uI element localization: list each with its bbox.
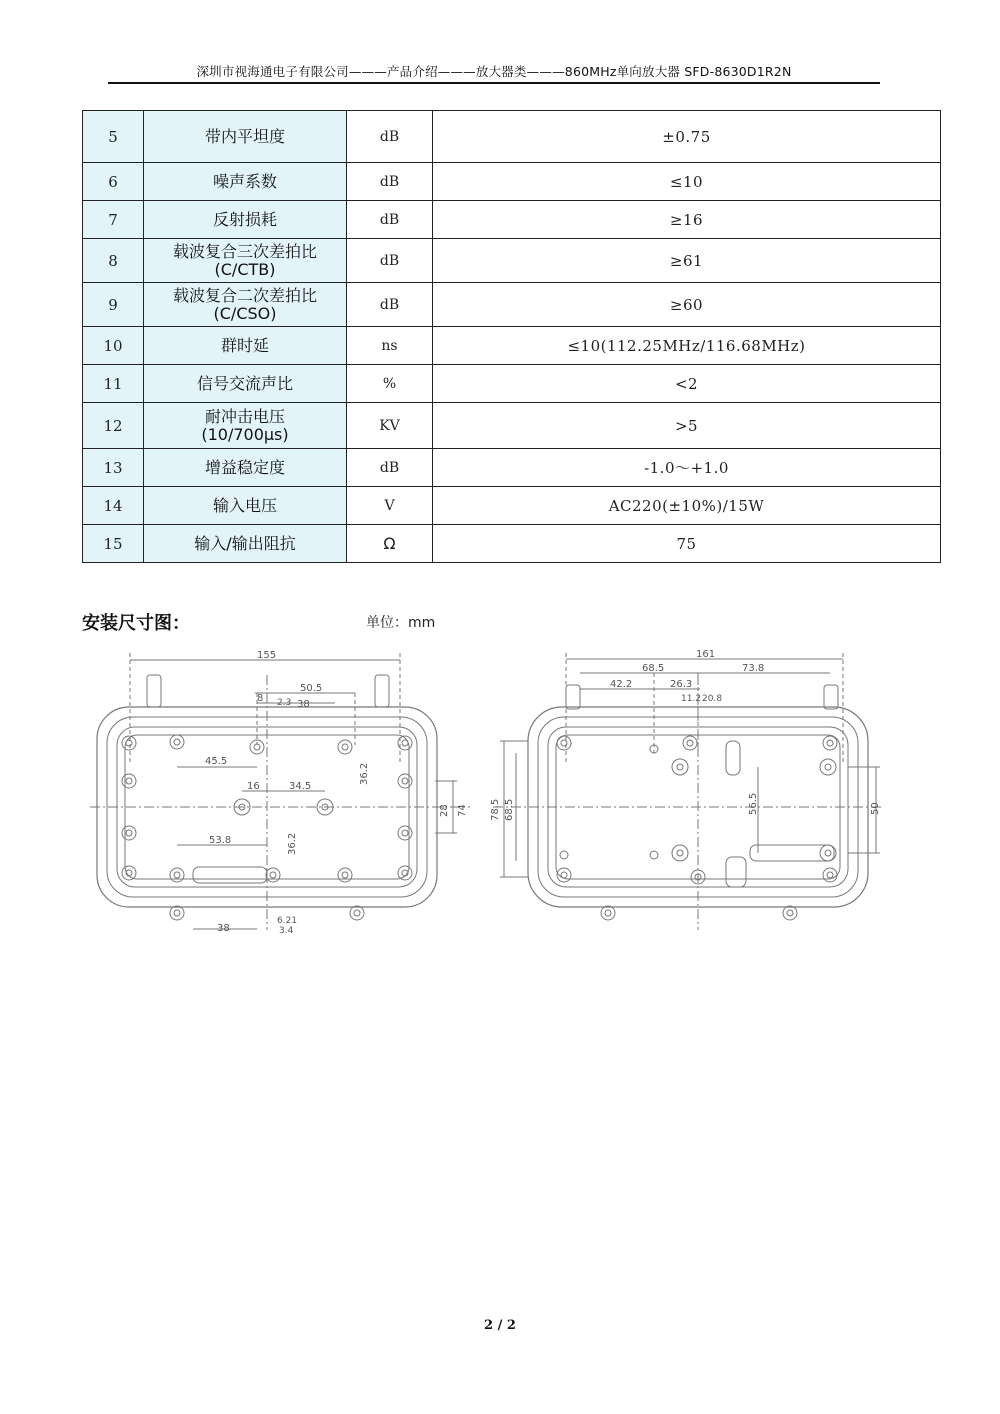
spec-parameter bbox=[144, 327, 347, 365]
spec-parameter-line: (10/700μs) bbox=[201, 424, 289, 444]
spec-value: -1.0～+1.0 bbox=[433, 449, 941, 487]
spec-parameter bbox=[144, 239, 347, 283]
dim-label: 36.2 bbox=[359, 762, 370, 785]
dim-label: 78.5 bbox=[490, 798, 501, 821]
spec-value: ≤10 bbox=[433, 163, 941, 201]
spec-row bbox=[83, 239, 941, 283]
spec-parameter-line: 增益稳定度 bbox=[204, 457, 285, 477]
dim-label: 38 bbox=[297, 699, 310, 710]
dim-label: 20.8 bbox=[702, 694, 723, 704]
spec-unit: % bbox=[347, 365, 433, 403]
spec-parameter-line: 载波复合二次差拍比 bbox=[172, 285, 317, 305]
dim-label: 16 bbox=[247, 781, 260, 792]
dim-label: 28 bbox=[439, 804, 450, 817]
spec-parameter-line: 反射损耗 bbox=[212, 209, 277, 229]
dim-label: 11.2 bbox=[681, 694, 702, 704]
spec-parameter bbox=[144, 283, 347, 327]
spec-row-number: 12 bbox=[83, 403, 144, 449]
spec-value: ≥61 bbox=[433, 239, 941, 283]
spec-row-number: 15 bbox=[83, 525, 144, 563]
spec-unit: dB bbox=[347, 111, 433, 163]
left-dimension-drawing bbox=[85, 645, 475, 935]
spec-row-number: 10 bbox=[83, 327, 144, 365]
dim-label: 26.3 bbox=[670, 679, 693, 690]
spec-row-number: 9 bbox=[83, 283, 144, 327]
spec-row bbox=[83, 487, 941, 525]
spec-parameter bbox=[144, 201, 347, 239]
dim-label: 2.3 bbox=[277, 698, 292, 708]
dim-label: 8 bbox=[257, 693, 264, 704]
spec-parameter-line: 信号交流声比 bbox=[196, 373, 293, 393]
spec-parameter bbox=[144, 487, 347, 525]
spec-row bbox=[83, 365, 941, 403]
spec-unit: KV bbox=[347, 403, 433, 449]
spec-value: 75 bbox=[433, 525, 941, 563]
dim-label: 6.21 bbox=[277, 916, 298, 926]
spec-row bbox=[83, 525, 941, 563]
spec-unit: V bbox=[347, 487, 433, 525]
spec-value: ≥60 bbox=[433, 283, 941, 327]
spec-row-number: 11 bbox=[83, 365, 144, 403]
spec-unit: Ω bbox=[347, 525, 433, 563]
spec-row-number: 14 bbox=[83, 487, 144, 525]
right-dimension-drawing bbox=[488, 645, 888, 935]
spec-parameter-line: (C/CSO) bbox=[213, 303, 277, 323]
dim-label: 3.4 bbox=[279, 926, 294, 935]
spec-unit: dB bbox=[347, 449, 433, 487]
dim-label: 50.5 bbox=[300, 683, 323, 694]
dim-label: 74 bbox=[457, 804, 468, 817]
dim-label: 34.5 bbox=[289, 781, 312, 792]
spec-parameter-line: 耐冲击电压 bbox=[204, 406, 285, 426]
dim-label: 155 bbox=[257, 650, 277, 661]
spec-row-number: 5 bbox=[83, 111, 144, 163]
dim-label: 36.2 bbox=[287, 832, 298, 855]
spec-row bbox=[83, 327, 941, 365]
spec-value: ≥16 bbox=[433, 201, 941, 239]
dim-label: 68.5 bbox=[642, 663, 665, 674]
spec-row bbox=[83, 449, 941, 487]
spec-parameter-line: 载波复合三次差拍比 bbox=[172, 241, 317, 261]
spec-parameter bbox=[144, 163, 347, 201]
spec-value: <2 bbox=[433, 365, 941, 403]
dim-label: 45.5 bbox=[205, 756, 228, 767]
unit-note: 单位：mm bbox=[366, 615, 436, 631]
spec-parameter bbox=[144, 111, 347, 163]
spec-parameter bbox=[144, 403, 347, 449]
spec-row bbox=[83, 163, 941, 201]
spec-row-number: 8 bbox=[83, 239, 144, 283]
install-title: 安装尺寸图： bbox=[82, 613, 190, 634]
page-number: 2 / 2 bbox=[484, 1318, 516, 1333]
dim-label: 161 bbox=[696, 649, 716, 660]
spec-parameter bbox=[144, 449, 347, 487]
dim-label: 68.5 bbox=[504, 798, 515, 821]
spec-parameter-line: 输入/输出阻抗 bbox=[194, 533, 296, 553]
spec-row-number: 7 bbox=[83, 201, 144, 239]
spec-table bbox=[82, 110, 941, 563]
spec-parameter-line: (C/CTB) bbox=[214, 259, 276, 279]
spec-row bbox=[83, 283, 941, 327]
spec-parameter bbox=[144, 525, 347, 563]
dim-label: 73.8 bbox=[742, 663, 765, 674]
spec-value: AC220(±10%)/15W bbox=[433, 487, 941, 525]
spec-parameter-line: 带内平坦度 bbox=[204, 126, 285, 146]
spec-row-number: 13 bbox=[83, 449, 144, 487]
dim-label: 38 bbox=[217, 923, 230, 934]
spec-parameter-line: 群时延 bbox=[220, 335, 269, 355]
spec-value: ≤10(112.25MHz/116.68MHz) bbox=[433, 327, 941, 365]
spec-parameter bbox=[144, 365, 347, 403]
spec-unit: dB bbox=[347, 239, 433, 283]
dim-label: 42.2 bbox=[610, 679, 633, 690]
header-rule bbox=[108, 82, 880, 84]
spec-row-number: 6 bbox=[83, 163, 144, 201]
spec-parameter-line: 输入电压 bbox=[212, 495, 277, 515]
spec-unit: ns bbox=[347, 327, 433, 365]
page-header: 深圳市视海通电子有限公司———产品介绍———放大器类———860MHz单向放大器 SFD-8630D1R2N bbox=[196, 64, 792, 79]
mount-holes bbox=[557, 736, 837, 920]
spec-parameter-line: 噪声系数 bbox=[212, 171, 277, 191]
spec-unit: dB bbox=[347, 283, 433, 327]
dim-label: 56.5 bbox=[748, 792, 759, 815]
spec-value: >5 bbox=[433, 403, 941, 449]
dim-label: 50 bbox=[870, 802, 881, 815]
spec-row bbox=[83, 201, 941, 239]
spec-unit: dB bbox=[347, 163, 433, 201]
spec-row bbox=[83, 111, 941, 163]
spec-row bbox=[83, 403, 941, 449]
spec-value: ±0.75 bbox=[433, 111, 941, 163]
dim-label: 53.8 bbox=[209, 835, 232, 846]
spec-unit: dB bbox=[347, 201, 433, 239]
